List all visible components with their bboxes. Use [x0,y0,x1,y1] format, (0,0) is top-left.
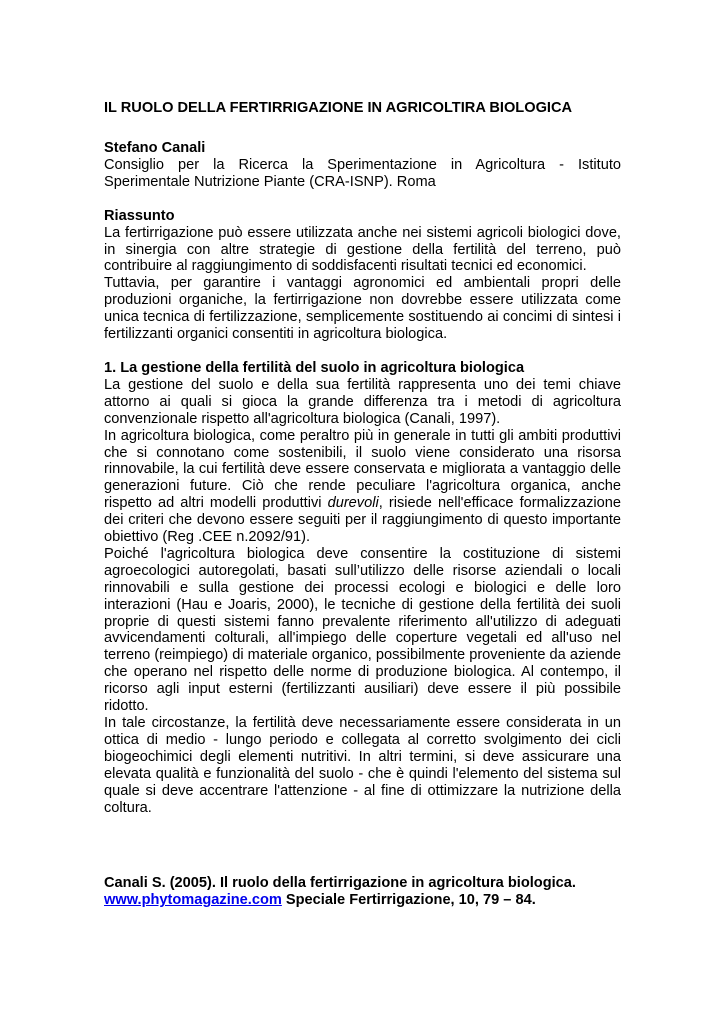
citation-text: Canali S. (2005). Il ruolo della fertirrigazione in agricoltura biologica. [104,875,576,892]
author-name: Stefano Canali [104,140,206,156]
spacer [104,191,621,208]
abstract-paragraph-1: La fertirrigazione può essere utilizzata anche nei sistemi agricoli biologici dove, in sinergia con altre strategie di gestione della fertilità del terreno, può contribuire al raggiungimento di soddisfacenti risultati tecnici ed economici. [104,224,621,275]
section-1-heading: 1. La gestione della fertilità del suolo in agricoltura biologica [104,359,525,376]
paragraph-text: , risiede nell'efficace formalizzazione dei criteri che devono essere seguiti per il raggiungimento di questo importante obiettivo (Reg .CEE n.2092/91). [104,495,621,546]
author-affiliation: Consiglio per la Ricerca la Sperimentazione in Agricoltura - Istituto Sperimentale Nutrizione Piante (CRA-ISNP). Roma [104,156,621,190]
citation-link[interactable]: www.phytomagazine.com [104,892,282,909]
document-page [104,100,621,909]
spacer [104,867,621,875]
citation [104,875,621,909]
document-title: IL RUOLO DELLA FERTIRRIGAZIONE IN AGRICOLTIRA BIOLOGICA [104,100,573,116]
abstract-heading: Riassunto [104,207,175,224]
spacer [104,816,621,867]
spacer [104,117,621,134]
section-1-paragraph-3: Poiché l'agricoltura biologica deve consentire la costituzione di sistemi agroecologici autoregolati, basati sull’utilizzo delle risorse aziendali o locali rinnovabili e sulla gestione dei processi ecologi e biologici e delle loro interazioni (Hau e Joaris, 2000), le tecniche di gestione della fertilità dei suoli proprie di questi sistemi fanno prevalente riferimento all'utilizzo di adeguati avvicendamenti colturali, all'impiego delle coperture vegetali ed all'uso nel terreno (reimpiego) di materiale organico, possibilmente proveniente da aziende che operano nel rispetto delle norme di produzione biologica. Al contempo, il ricorso agli input esterni (fertilizzanti ausiliari) deve essere il più possibile ridotto. [104,545,621,715]
section-1-paragraph-1: La gestione del suolo e della sua fertilità rappresenta uno dei temi chiave attorno ai quali si gioca la grande differenza tra i metodi di agricoltura convenzionale rispetto all'agricoltura biologica (Canali, 1997). [104,376,621,427]
spacer [104,343,621,360]
section-1-paragraph-4: In tale circostanze, la fertilità deve necessariamente essere considerata in un ottica di medio - lungo periodo e collegata al corretto svolgimento dei cicli biogeochimici degli elementi nutritivi. In altri termini, si deve assicurare una elevata qualità e funzionalità del suolo - che è quindi l'elemento del sistema sul quale si deve accentrare l'attenzione - al fine di ottimizzare la nutrizione della coltura. [104,715,621,816]
citation-text-after: Speciale Fertirrigazione, 10, 79 – 84. [281,892,536,909]
abstract-paragraph-2: Tuttavia, per garantire i vantaggi agronomici ed ambientali propri delle produzioni organiche, la fertirrigazione non dovrebbe essere utilizzata come unica tecnica di fertilizzazione, semplicemente sostituendo ai concimi di sintesi i fertilizzanti organici consentiti in agricoltura biologica. [104,275,621,343]
paragraph-text: In agricoltura biologica, come peraltro più in generale in tutti gli ambiti produttivi che si connotano come sostenibili, il suolo viene considerato una risorsa rinnovabile, la cui fertilità deve essere conservata e migliorata a vantaggio delle generazioni future. Ciò che rende peculiare l'agricoltura organica, anche rispetto ad altri modelli produttivi [104,427,621,512]
italic-term: durevoli [327,495,379,512]
section-1-paragraph-2 [104,428,621,546]
